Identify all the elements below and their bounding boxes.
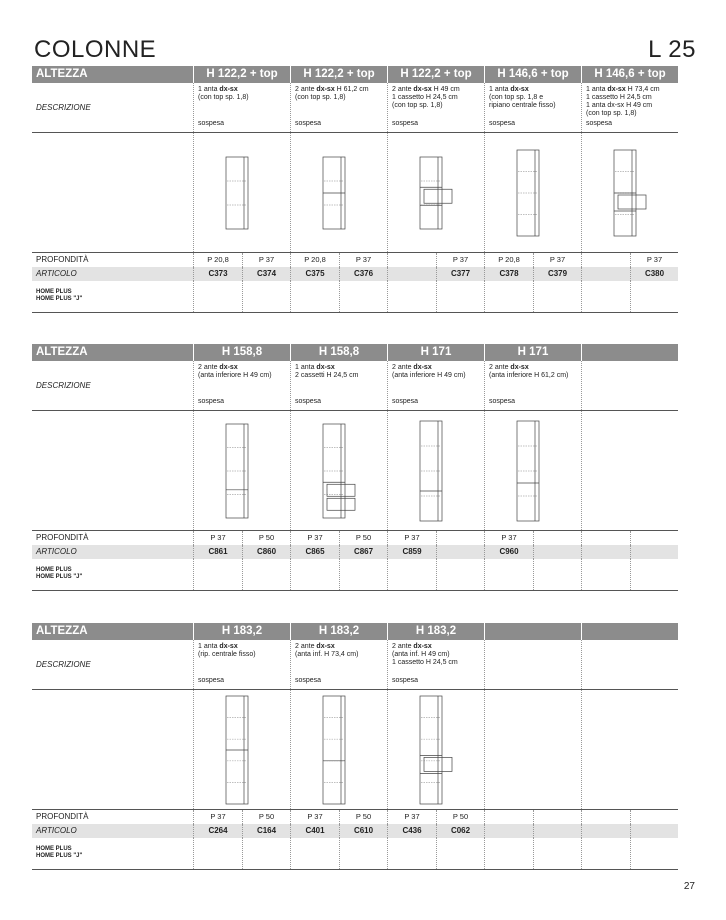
height-header: H 122,2 + top	[290, 66, 387, 83]
sospesa-label: sospesa	[295, 120, 322, 127]
description-text: (anta inf. H 73,4 cm)	[295, 651, 359, 658]
height-header: H 122,2 + top	[387, 66, 484, 83]
description-text: (con top sp. 1,8)	[295, 94, 346, 101]
depth-value	[582, 810, 630, 824]
description-text: 2 ante	[392, 364, 414, 371]
illustration-cell	[387, 411, 484, 530]
sospesa-label: sospesa	[198, 677, 225, 684]
home-plus-row	[32, 838, 678, 870]
home-plus-cell	[290, 559, 387, 590]
description-text: (con top sp. 1,8 e	[489, 94, 544, 101]
depth-value: P 50	[339, 531, 387, 545]
description-cell	[193, 83, 290, 132]
column-cabinet-illustration	[515, 419, 551, 523]
illustration-cell	[484, 411, 581, 530]
height-header	[581, 623, 678, 640]
description-bold: dx-sx	[413, 364, 432, 371]
depth-value: P 50	[436, 810, 484, 824]
home-plus-label: HOME PLUS	[36, 289, 72, 295]
article-code: C861	[208, 547, 228, 556]
description-cell	[290, 640, 387, 689]
articolo-label: ARTICOLO	[36, 269, 77, 278]
description-cell	[581, 83, 678, 132]
description-cell	[581, 640, 678, 689]
home-plus-cell	[290, 281, 387, 312]
sospesa-label: sospesa	[392, 677, 419, 684]
description-row	[32, 83, 678, 133]
depth-value: P 37	[533, 253, 581, 267]
description-bold: dx-sx	[510, 364, 529, 371]
home-plus-label: HOME PLUS	[36, 846, 72, 852]
description-text: H 49 cm	[431, 86, 460, 93]
description-bold: dx-sx	[219, 364, 238, 371]
home-plus-cell	[193, 559, 290, 590]
article-code	[388, 267, 436, 281]
article-code: C960	[499, 547, 519, 556]
description-cell	[387, 361, 484, 410]
illustration-cell	[290, 133, 387, 252]
altezza-label: ALTEZZA	[36, 68, 88, 80]
description-text: (anta inferiore H 61,2 cm)	[489, 372, 569, 379]
illustration-cell	[193, 133, 290, 252]
description-cell	[290, 361, 387, 410]
column-cabinet-illustration	[418, 694, 454, 806]
profondita-label: PROFONDITÀ	[36, 812, 89, 821]
description-bold: dx-sx	[607, 86, 626, 93]
illustration-cell	[581, 690, 678, 809]
depth-value	[533, 810, 581, 824]
illustration-row	[32, 411, 678, 531]
spec-table	[32, 66, 678, 313]
article-code: C373	[208, 269, 228, 278]
article-code: C264	[208, 826, 228, 835]
height-header: H 146,6 + top	[581, 66, 678, 83]
depth-value	[582, 253, 630, 267]
description-bold: dx-sx	[316, 364, 335, 371]
sospesa-label: sospesa	[586, 120, 613, 127]
description-cell	[581, 361, 678, 410]
column-cabinet-illustration	[418, 155, 454, 231]
description-row	[32, 361, 678, 411]
article-code: C377	[436, 267, 484, 281]
descrizione-label: DESCRIZIONE	[36, 660, 91, 669]
descrizione-label: DESCRIZIONE	[36, 381, 91, 390]
height-header: H 158,8	[290, 344, 387, 361]
spec-table	[32, 623, 678, 870]
description-cell	[484, 640, 581, 689]
profondita-row	[32, 531, 678, 545]
depth-value: P 37	[404, 533, 420, 542]
description-text: 1 anta	[295, 364, 317, 371]
article-code: C436	[402, 826, 422, 835]
description-row	[32, 640, 678, 690]
article-code	[436, 545, 484, 559]
depth-value: P 50	[242, 531, 290, 545]
sospesa-label: sospesa	[198, 398, 225, 405]
depth-value: P 37	[436, 253, 484, 267]
article-code	[582, 267, 630, 281]
description-text: H 61,2 cm	[334, 86, 369, 93]
description-text: ripiano centrale fisso)	[489, 102, 556, 109]
sospesa-label: sospesa	[295, 398, 322, 405]
article-code: C859	[402, 547, 422, 556]
depth-value: P 37	[307, 533, 323, 542]
descrizione-label: DESCRIZIONE	[36, 103, 91, 112]
column-cabinet-illustration	[418, 419, 454, 523]
depth-value: P 20,8	[207, 255, 229, 264]
height-header: H 122,2 + top	[193, 66, 290, 83]
spec-table	[32, 344, 678, 591]
article-code	[630, 545, 678, 559]
illustration-cell	[290, 411, 387, 530]
description-bold: dx-sx	[510, 86, 529, 93]
description-text: 2 cassetti H 24,5 cm	[295, 372, 359, 379]
article-code: C062	[436, 824, 484, 838]
illustration-cell	[484, 690, 581, 809]
article-code	[582, 824, 630, 838]
description-text: (anta inf. H 49 cm)	[392, 651, 450, 658]
profondita-label: PROFONDITÀ	[36, 533, 89, 542]
articolo-label: ARTICOLO	[36, 826, 77, 835]
description-text: (con top sp. 1,8)	[586, 110, 637, 117]
home-plus-j-label: HOME PLUS "J"	[36, 853, 83, 859]
description-text: 1 anta dx-sx H 49 cm	[586, 102, 653, 109]
description-text: (anta inferiore H 49 cm)	[392, 372, 466, 379]
height-header: H 183,2	[193, 623, 290, 640]
description-text: (con top sp. 1,8)	[392, 102, 443, 109]
home-plus-label: HOME PLUS	[36, 567, 72, 573]
article-code: C374	[242, 267, 290, 281]
sospesa-label: sospesa	[198, 120, 225, 127]
article-code: C164	[242, 824, 290, 838]
column-cabinet-illustration	[224, 694, 260, 806]
home-plus-cell	[581, 559, 678, 590]
page-title: COLONNE	[34, 36, 157, 63]
description-text: 1 cassetto H 24,5 cm	[392, 94, 458, 101]
height-header: H 183,2	[387, 623, 484, 640]
home-plus-row	[32, 281, 678, 313]
sospesa-label: sospesa	[489, 120, 516, 127]
article-code: C380	[630, 267, 678, 281]
height-header	[581, 344, 678, 361]
article-code: C378	[499, 269, 519, 278]
depth-value: P 37	[501, 533, 517, 542]
illustration-cell	[387, 133, 484, 252]
article-code: C375	[305, 269, 325, 278]
depth-value: P 37	[242, 253, 290, 267]
description-text: 1 anta	[198, 86, 220, 93]
home-plus-row	[32, 559, 678, 591]
home-plus-cell	[290, 838, 387, 869]
description-text: 2 ante	[198, 364, 220, 371]
description-text: 1 anta	[489, 86, 511, 93]
depth-value	[388, 253, 436, 267]
height-header: H 158,8	[193, 344, 290, 361]
description-cell	[387, 83, 484, 132]
article-code: C401	[305, 826, 325, 835]
illustration-row	[32, 133, 678, 253]
height-header: H 146,6 + top	[484, 66, 581, 83]
description-text: 2 ante	[489, 364, 511, 371]
depth-value: P 37	[630, 253, 678, 267]
article-code: C860	[242, 545, 290, 559]
description-text: 1 anta	[198, 643, 220, 650]
illustration-cell	[484, 133, 581, 252]
description-text: 2 ante	[295, 86, 317, 93]
home-plus-cell	[193, 838, 290, 869]
depth-value: P 50	[339, 810, 387, 824]
articolo-row	[32, 545, 678, 559]
description-text: (rip. centrale fisso)	[198, 651, 256, 658]
depth-value: P 37	[210, 812, 226, 821]
description-text: 2 ante	[392, 643, 414, 650]
description-bold: dx-sx	[413, 643, 432, 650]
depth-value: P 37	[404, 812, 420, 821]
description-text: (con top sp. 1,8)	[198, 94, 249, 101]
page-code: L 25	[648, 36, 696, 63]
article-code	[582, 545, 630, 559]
home-plus-j-label: HOME PLUS "J"	[36, 296, 83, 302]
depth-value	[485, 810, 533, 824]
illustration-cell	[387, 690, 484, 809]
sospesa-label: sospesa	[295, 677, 322, 684]
depth-value	[630, 531, 678, 545]
depth-value	[582, 531, 630, 545]
description-bold: dx-sx	[219, 86, 238, 93]
height-header	[484, 623, 581, 640]
articolo-row	[32, 824, 678, 838]
profondita-row	[32, 810, 678, 824]
description-text: (anta inferiore H 49 cm)	[198, 372, 272, 379]
articolo-row	[32, 267, 678, 281]
home-plus-cell	[581, 838, 678, 869]
article-code: C379	[533, 267, 581, 281]
illustration-cell	[581, 133, 678, 252]
sospesa-label: sospesa	[392, 398, 419, 405]
description-cell	[484, 361, 581, 410]
altezza-label: ALTEZZA	[36, 625, 88, 637]
depth-value: P 37	[307, 812, 323, 821]
description-cell	[193, 640, 290, 689]
illustration-cell	[193, 411, 290, 530]
article-code: C865	[305, 547, 325, 556]
depth-value	[533, 531, 581, 545]
depth-value: P 20,8	[304, 255, 326, 264]
column-cabinet-illustration	[321, 694, 357, 806]
home-plus-cell	[484, 838, 581, 869]
column-cabinet-illustration	[224, 422, 260, 520]
sospesa-label: sospesa	[489, 398, 516, 405]
depth-value	[436, 531, 484, 545]
article-code	[533, 824, 581, 838]
description-bold: dx-sx	[413, 86, 432, 93]
altezza-header-row	[32, 623, 678, 640]
sospesa-label: sospesa	[392, 120, 419, 127]
depth-value: P 50	[242, 810, 290, 824]
home-plus-cell	[484, 281, 581, 312]
home-plus-cell	[581, 281, 678, 312]
depth-value: P 20,8	[498, 255, 520, 264]
description-text: 2 ante	[392, 86, 414, 93]
description-cell	[193, 361, 290, 410]
column-cabinet-illustration	[321, 422, 357, 520]
home-plus-cell	[484, 559, 581, 590]
column-cabinet-illustration	[612, 148, 648, 238]
illustration-cell	[193, 690, 290, 809]
article-code	[630, 824, 678, 838]
profondita-label: PROFONDITÀ	[36, 255, 89, 264]
depth-value	[630, 810, 678, 824]
altezza-label: ALTEZZA	[36, 346, 88, 358]
article-code: C376	[339, 267, 387, 281]
home-plus-j-label: HOME PLUS "J"	[36, 574, 83, 580]
altezza-header-row	[32, 66, 678, 83]
description-bold: dx-sx	[316, 86, 335, 93]
description-cell	[387, 640, 484, 689]
description-text: 1 anta	[586, 86, 608, 93]
description-text: H 73,4 cm	[625, 86, 660, 93]
home-plus-cell	[387, 281, 484, 312]
illustration-cell	[290, 690, 387, 809]
home-plus-cell	[387, 559, 484, 590]
page-number: 27	[683, 881, 695, 892]
illustration-row	[32, 690, 678, 810]
description-text: 1 cassetto H 24,5 cm	[392, 659, 458, 666]
column-cabinet-illustration	[321, 155, 357, 231]
column-cabinet-illustration	[515, 148, 551, 238]
column-cabinet-illustration	[224, 155, 260, 231]
articolo-label: ARTICOLO	[36, 547, 77, 556]
description-cell	[484, 83, 581, 132]
description-bold: dx-sx	[219, 643, 238, 650]
article-code	[485, 824, 533, 838]
depth-value: P 37	[339, 253, 387, 267]
height-header: H 171	[484, 344, 581, 361]
illustration-cell	[581, 411, 678, 530]
home-plus-cell	[387, 838, 484, 869]
article-code: C867	[339, 545, 387, 559]
description-text: 1 cassetto H 24,5 cm	[586, 94, 652, 101]
home-plus-cell	[193, 281, 290, 312]
altezza-header-row	[32, 344, 678, 361]
description-cell	[290, 83, 387, 132]
height-header: H 171	[387, 344, 484, 361]
depth-value: P 37	[210, 533, 226, 542]
height-header: H 183,2	[290, 623, 387, 640]
article-code	[533, 545, 581, 559]
description-text: 2 ante	[295, 643, 317, 650]
profondita-row	[32, 253, 678, 267]
article-code: C610	[339, 824, 387, 838]
description-bold: dx-sx	[316, 643, 335, 650]
